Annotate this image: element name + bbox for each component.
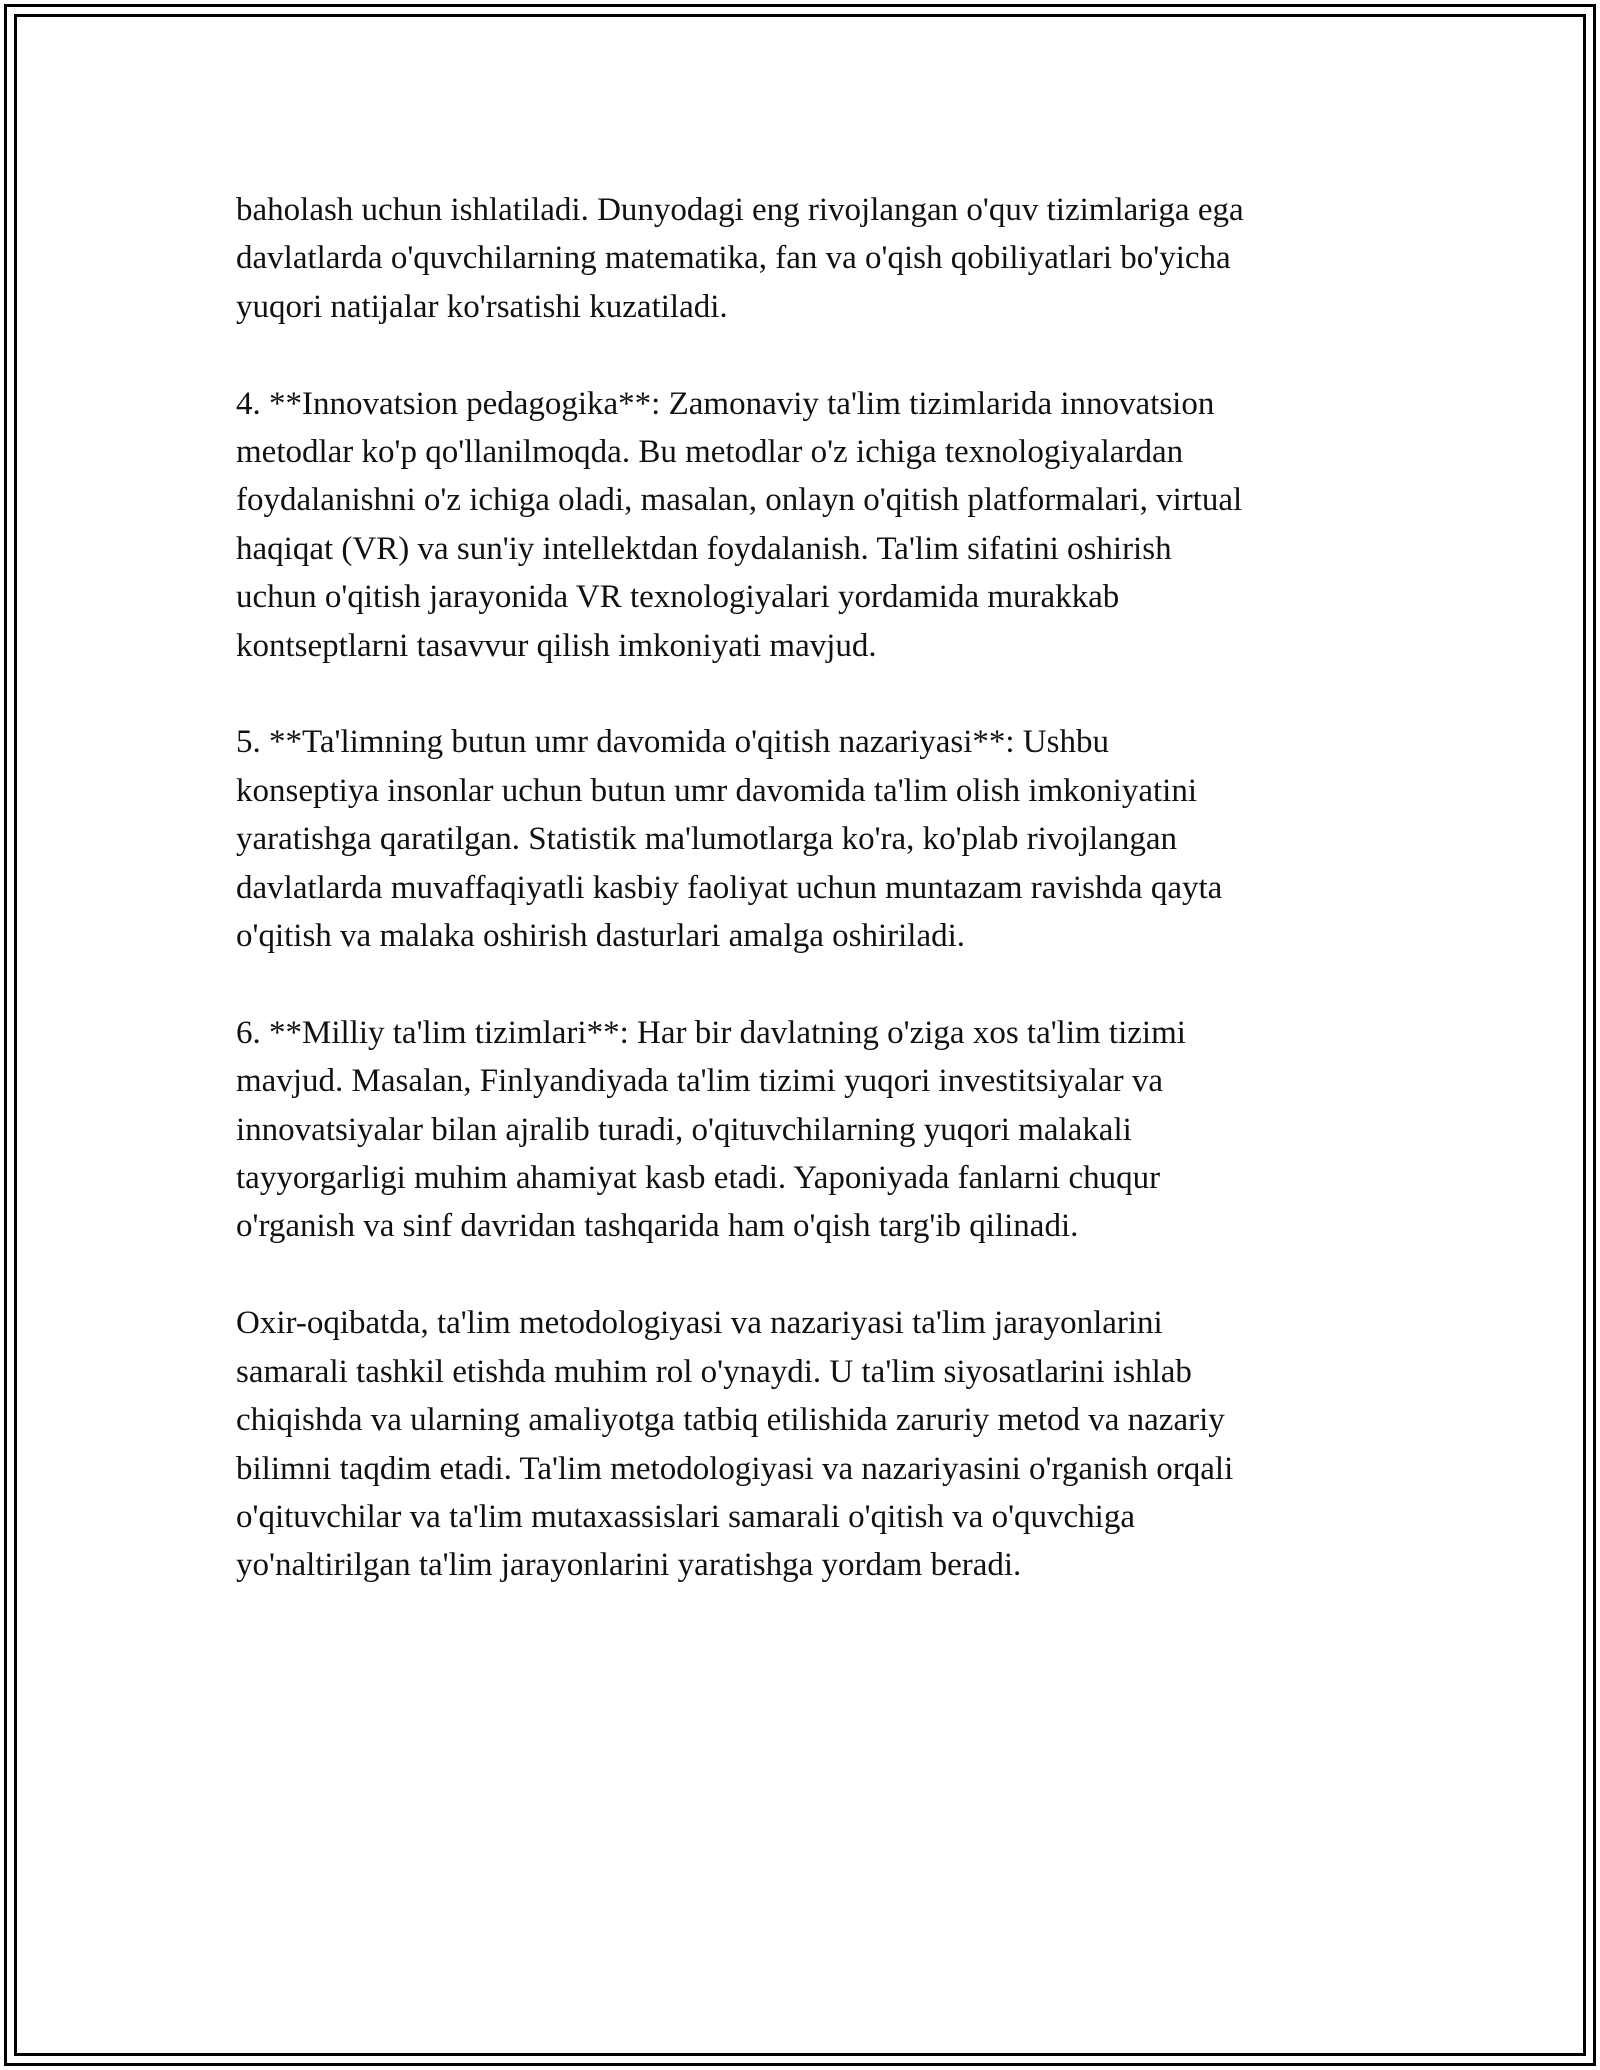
text-line: metodlar ko'p qo'llanilmoqda. Bu metodlar o'z ichiga texnologiyalardan — [236, 434, 1184, 471]
text-line: yaratishga qaratilgan. Statistik ma'lumotlarga ko'ra, ko'plab rivojlangan — [236, 821, 1177, 858]
text-line: foydalanishni o'z ichiga oladi, masalan, onlayn o'qitish platformalari, virtual — [236, 482, 1243, 519]
text-line: chiqishda va ularning amaliyotga tatbiq etilishida zaruriy metod va nazariy — [236, 1402, 1225, 1439]
text-line: baholash uchun ishlatiladi. Dunyodagi eng rivojlangan o'quv tizimlariga ega — [236, 192, 1244, 228]
text-line: o'qitish va malaka oshirish dasturlari amalga oshiriladi. — [236, 918, 966, 955]
text-line: haqiqat (VR) va sun'iy intellektdan foydalanish. Ta'lim sifatini oshirish — [236, 530, 1172, 567]
text-line: davlatlarda muvaffaqiyatli kasbiy faoliyat uchun muntazam ravishda qayta — [236, 869, 1223, 906]
text-line: 4. **Innovatsion pedagogika**: Zamonaviy ta'lim tizimlarida innovatsion — [236, 385, 1215, 422]
text-line: o'qituvchilar va ta'lim mutaxassislari samarali o'qitish va o'quvchiga — [236, 1498, 1135, 1535]
text-line: 6. **Milliy ta'lim tizimlari**: Har bir davlatning o'ziga xos ta'lim tizimi — [236, 1014, 1186, 1051]
text-line: kontseptlarni tasavvur qilish imkoniyati mavjud. — [236, 627, 877, 664]
text-line: mavjud. Masalan, Finlyandiyada ta'lim tizimi yuqori investitsiyalar va — [236, 1063, 1164, 1100]
paragraph-item-4 — [236, 380, 1406, 670]
text-line: yo'naltirilgan ta'lim jarayonlarini yaratishga yordam beradi. — [236, 1547, 1022, 1584]
text-line: konseptiya insonlar uchun butun umr davomida ta'lim olish imkoniyatini — [236, 772, 1197, 809]
text-line: 5. **Ta'limning butun umr davomida o'qitish nazariyasi**: Ushbu — [236, 724, 1109, 761]
paragraph-conclusion — [236, 1299, 1406, 1589]
document-body — [236, 186, 1406, 1638]
text-line: uchun o'qitish jarayonida VR texnologiyalari yordamida murakkab — [236, 579, 1120, 616]
text-line: Oxir-oqibatda, ta'lim metodologiyasi va nazariyasi ta'lim jarayonlarini — [236, 1305, 1163, 1342]
text-line: davlatlarda o'quvchilarning matematika, fan va o'qish qobiliyatlari bo'yicha — [236, 240, 1231, 277]
text-line: innovatsiyalar bilan ajralib turadi, o'qituvchilarning yuqori malakali — [236, 1111, 1132, 1148]
text-line: tayyorgarligi muhim ahamiyat kasb etadi. Yaponiyada fanlarni chuqur — [236, 1160, 1161, 1197]
text-line: yuqori natijalar ko'rsatishi kuzatiladi. — [236, 288, 728, 325]
text-line: bilimni taqdim etadi. Ta'lim metodologiyasi va nazariyasini o'rganish orqali — [236, 1450, 1234, 1487]
paragraph-item-5 — [236, 718, 1406, 960]
text-line: samarali tashkil etishda muhim rol o'ynaydi. U ta'lim siyosatlarini ishlab — [236, 1353, 1192, 1390]
text-line: o'rganish va sinf davridan tashqarida ham o'qish targ'ib qilinadi. — [236, 1208, 1079, 1245]
paragraph-intro-continuation — [236, 186, 1406, 331]
paragraph-item-6 — [236, 1009, 1406, 1251]
